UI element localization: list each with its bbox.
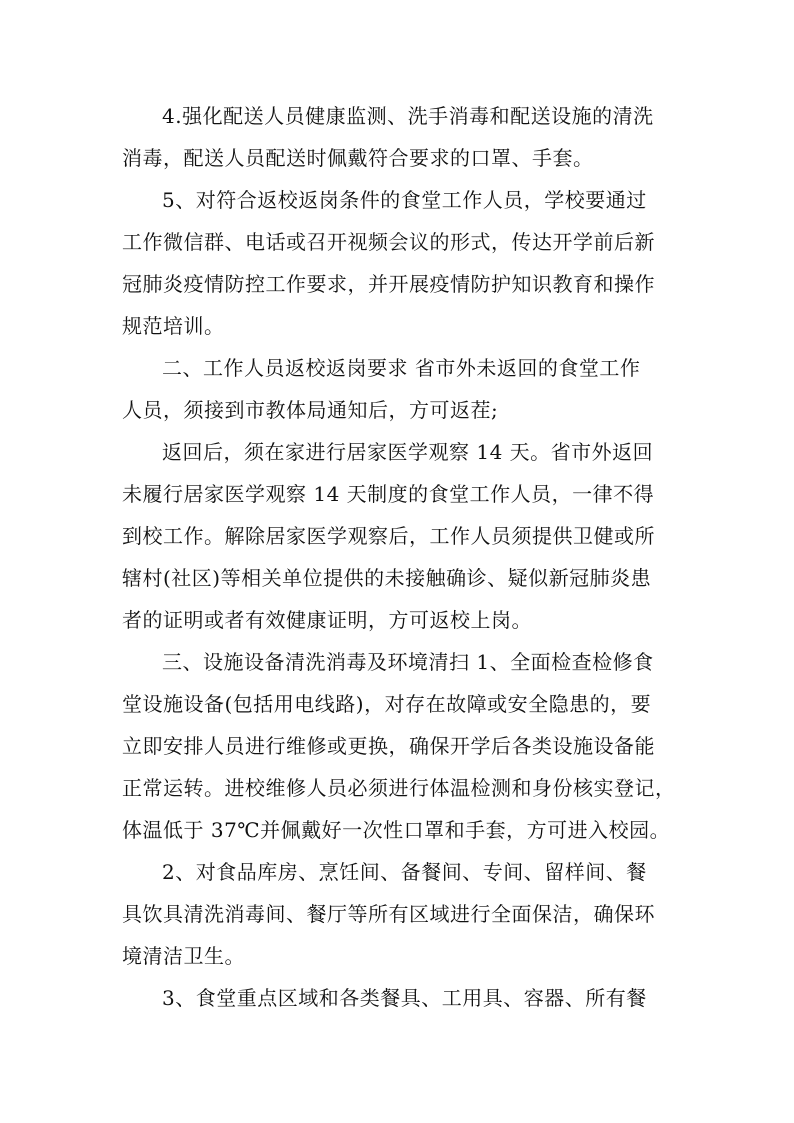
text-line: 正常运转。进校维修人员必须进行体温检测和身份核实登记， bbox=[122, 776, 676, 800]
text-line: 消毒，配送人员配送时佩戴符合要求的口罩、手套。 bbox=[122, 146, 594, 170]
text-line: 未履行居家医学观察 14 天制度的食堂工作人员，一律不得 bbox=[122, 482, 655, 506]
text-line: 二、工作人员返校返岗要求 省市外未返回的食堂工作 bbox=[162, 356, 641, 380]
text-line: 冠肺炎疫情防控工作要求，并开展疫情防护知识教育和操作 bbox=[122, 272, 655, 296]
text-line: 辖村(社区)等相关单位提供的未接触确诊、疑似新冠肺炎患 bbox=[122, 566, 652, 590]
text-line: 到校工作。解除居家医学观察后，工作人员须提供卫健或所 bbox=[122, 524, 655, 548]
text-line: 规范培训。 bbox=[122, 314, 225, 338]
text-line: 立即安排人员进行维修或更换，确保开学后各类设施设备能 bbox=[122, 734, 655, 758]
text-line: 三、设施设备清洗消毒及环境清扫 1、全面检查检修食 bbox=[162, 650, 654, 674]
text-line: 2、对食品库房、烹饪间、备餐间、专间、留样间、餐 bbox=[162, 860, 647, 884]
text-line: 堂设施设备(包括用电线路)，对存在故障或安全隐患的，要 bbox=[122, 692, 652, 716]
text-line: 5、对符合返校返岗条件的食堂工作人员，学校要通过 bbox=[162, 188, 647, 212]
text-line: 工作微信群、电话或召开视频会议的形式，传达开学前后新 bbox=[122, 230, 655, 254]
text-line: 者的证明或者有效健康证明，方可返校上岗。 bbox=[122, 608, 532, 632]
text-line: 具饮具清洗消毒间、餐厅等所有区域进行全面保洁，确保环 bbox=[122, 902, 655, 926]
text-line: 境清洁卫生。 bbox=[122, 944, 245, 968]
text-line: 返回后，须在家进行居家医学观察 14 天。省市外返回 bbox=[162, 440, 654, 464]
text-line: 3、食堂重点区域和各类餐具、工用具、容器、所有餐 bbox=[162, 986, 647, 1010]
text-line: 体温低于 37℃并佩戴好一次性口罩和手套，方可进入校园。 bbox=[122, 818, 671, 842]
text-line: 4.强化配送人员健康监测、洗手消毒和配送设施的清洗 bbox=[162, 104, 654, 128]
text-line: 人员，须接到市教体局通知后，方可返茬; bbox=[122, 398, 499, 422]
